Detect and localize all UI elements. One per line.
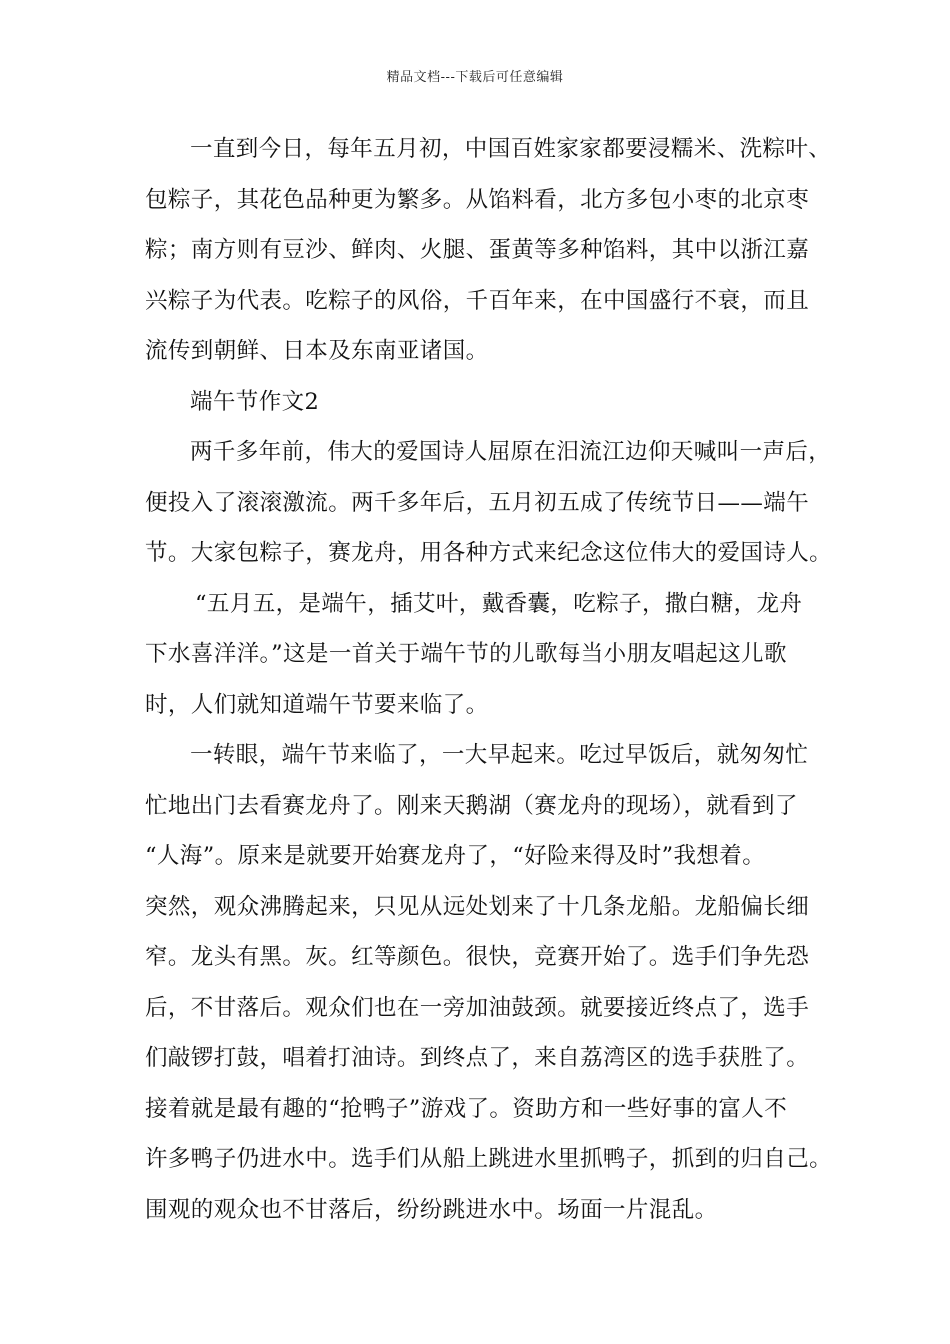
paragraph-line: 便投入了滚滚激流。两千多年后，五月初五成了传统节日——端午 xyxy=(145,489,810,516)
paragraph-line: 接着就是最有趣的“抢鸭子”游戏了。资助方和一些好事的富人不 xyxy=(145,1095,788,1122)
paragraph-line: 粽；南方则有豆沙、鲜肉、火腿、蛋黄等多种馅料，其中以浙江嘉 xyxy=(145,237,810,263)
document-body xyxy=(145,124,845,1235)
paragraph-line: 流传到朝鲜、日本及东南亚诸国。 xyxy=(145,338,489,364)
paragraph-line: 许多鸭子仍进水中。选手们从船上跳进水里抓鸭子，抓到的归自己。 xyxy=(145,1146,833,1172)
paragraph-line: 后，不甘落后。观众们也在一旁加油鼓颈。就要接近终点了，选手 xyxy=(145,994,810,1021)
page-header: 精品文档---下载后可任意编辑 xyxy=(386,70,564,85)
paragraph-line: 围观的观众也不甘落后，纷纷跳进水中。场面一片混乱。 xyxy=(145,1196,718,1223)
paragraph-line: 窄。龙头有黑。灰。红等颜色。很快，竞赛开始了。选手们争先恐 xyxy=(145,944,810,970)
paragraph-line: “人海”。原来是就要开始赛龙舟了，“好险来得及时”我想着。 xyxy=(145,843,766,869)
paragraph-line: 节。大家包粽子，赛龙舟，用各种方式来纪念这位伟大的爱国诗人。 xyxy=(145,540,833,566)
paragraph-line: 下水喜洋洋。”这是一首关于端午节的儿歌每当小朋友唱起这儿歌 xyxy=(145,641,787,667)
paragraph-line: “五月五，是端午，插艾叶，戴香囊，吃粽子，撒白糖，龙舟 xyxy=(195,590,803,617)
paragraph-line: 时，人们就知道端午节要来临了。 xyxy=(145,691,489,718)
paragraph-line: 忙地出门去看赛龙舟了。刚来天鹅湖（赛龙舟的现场），就看到了 xyxy=(145,792,798,819)
paragraph-line: 两千多年前，伟大的爱国诗人屈原在汨流江边仰天喊叫一声后， xyxy=(190,439,832,465)
paragraph-line: 们敲锣打鼓，唱着打油诗。到终点了，来自荔湾区的选手获胜了。 xyxy=(145,1045,810,1071)
paragraph-line: 包粽子，其花色品种更为繁多。从馅料看，北方多包小枣的北京枣 xyxy=(145,186,810,213)
paragraph-line: 突然，观众沸腾起来，只见从远处划来了十几条龙船。龙船偏长细 xyxy=(145,893,810,920)
section-heading: 端午节作文2 xyxy=(190,388,320,415)
paragraph-line: 一转眼，端午节来临了，一大早起来。吃过早饭后，就匆匆忙 xyxy=(190,742,809,768)
paragraph-line: 兴粽子为代表。吃粽子的风俗，千百年来，在中国盛行不衰，而且 xyxy=(145,287,810,314)
paragraph-line: 一直到今日，每年五月初，中国百姓家家都要浸糯米、洗粽叶、 xyxy=(190,136,832,162)
